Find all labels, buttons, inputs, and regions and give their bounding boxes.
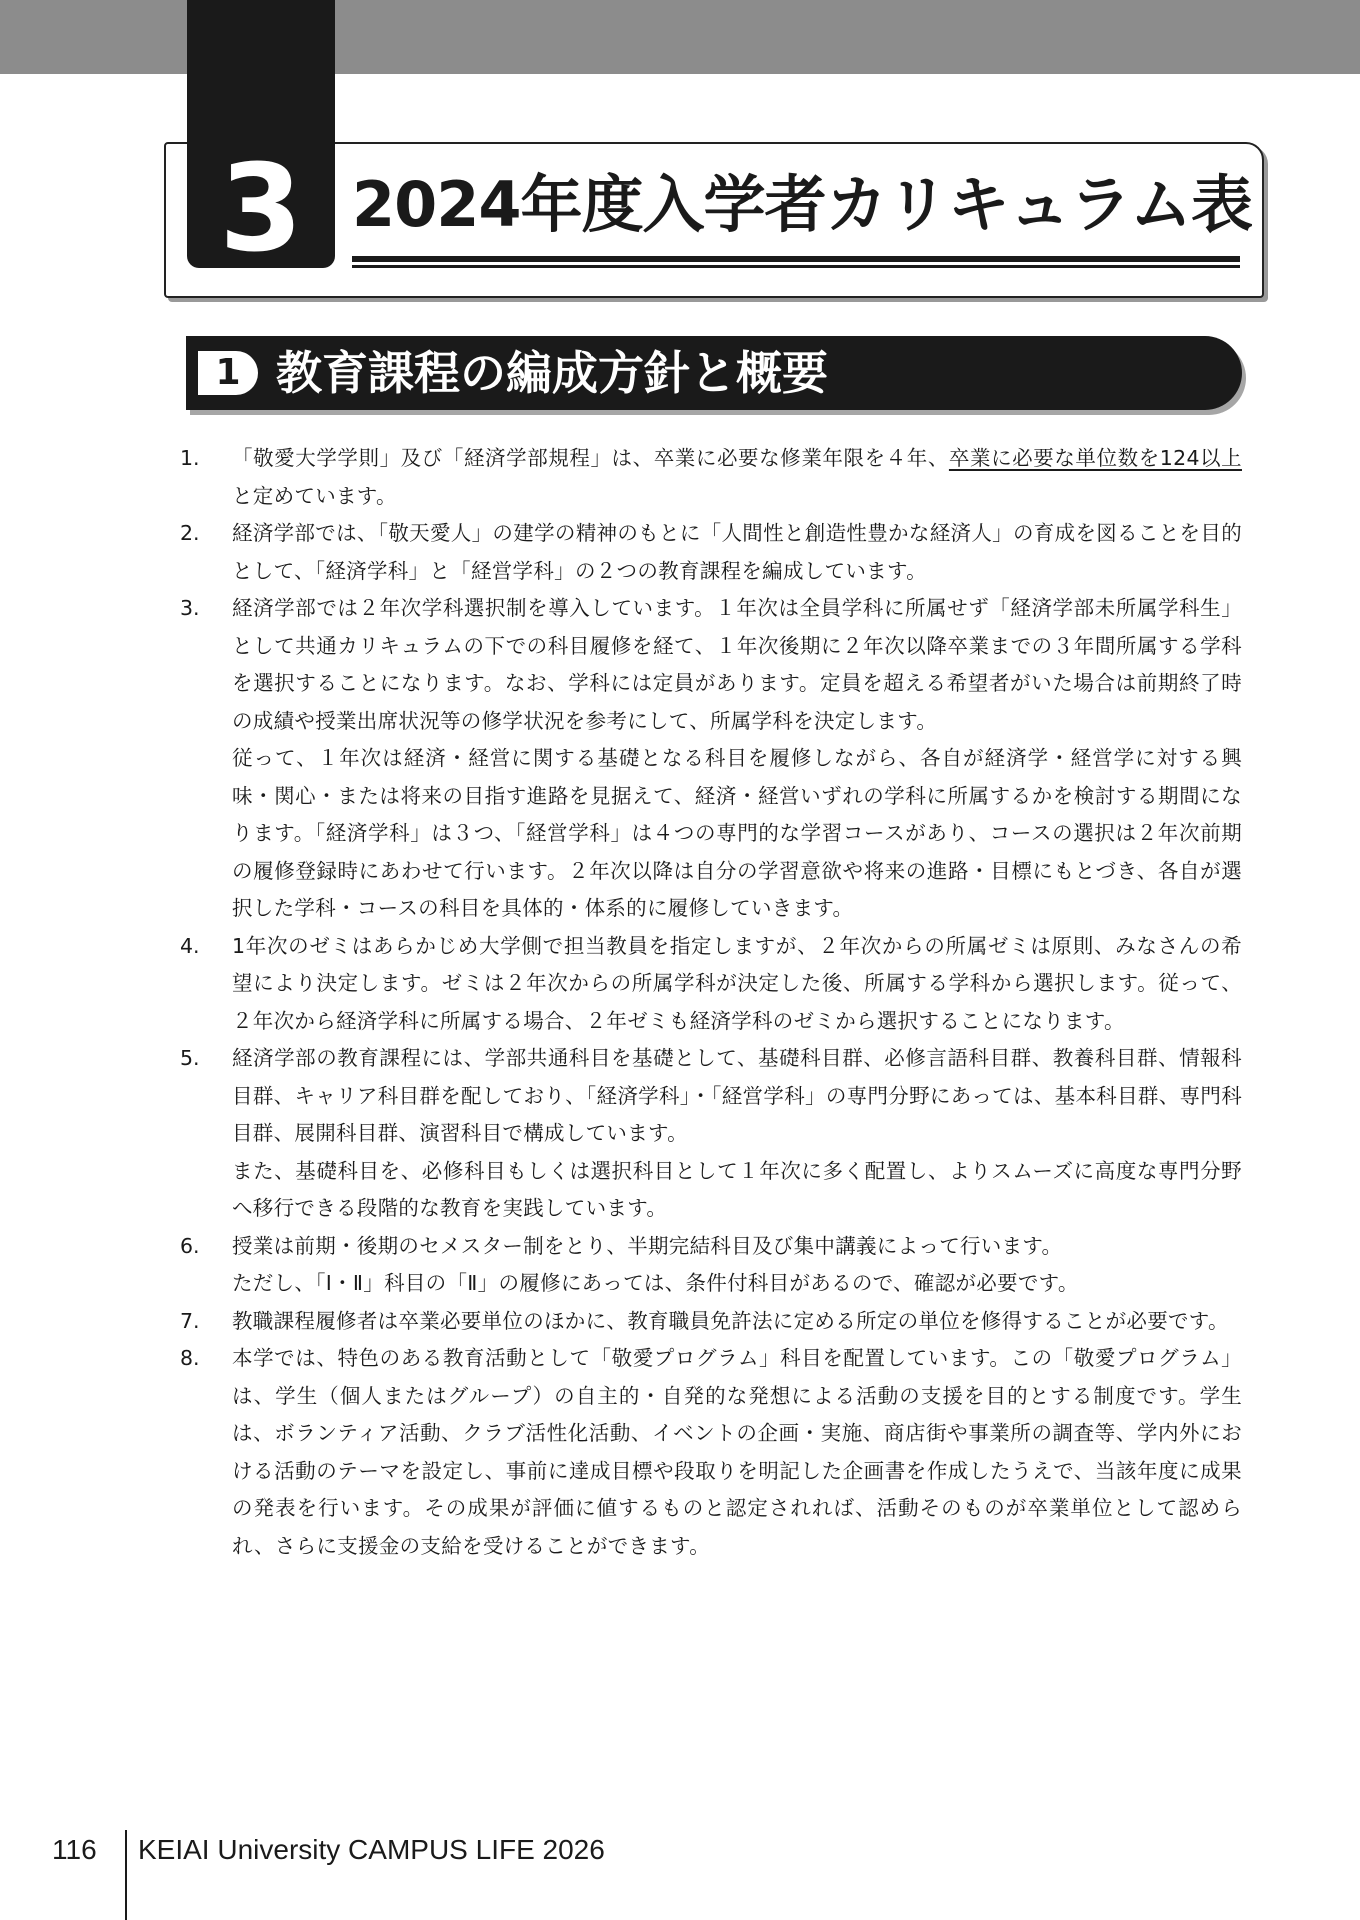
list-item-text xyxy=(232,928,1242,1041)
list-item-number: 1. xyxy=(180,446,200,470)
chapter-number-tab xyxy=(187,0,335,279)
list-item-text xyxy=(232,740,1242,928)
list-item-text xyxy=(232,590,1242,740)
text-run: また、基礎科目を、必修科目もしくは選択科目として１年次に多く配置し、よりスムーズに高度な専門分野へ移行できる段階的な教育を実践しています。 xyxy=(232,1158,1242,1220)
list-item-number: 6. xyxy=(180,1233,200,1258)
list-item-number: 2. xyxy=(180,521,200,545)
text-run: ただし、「Ⅰ・Ⅱ」科目の「Ⅱ」の履修にあっては、条件付科目があるので、確認が必要です。 xyxy=(232,1271,1079,1295)
section-title: 教育課程の編成方針と概要 xyxy=(276,346,828,400)
text-run: と定めています。 xyxy=(232,483,397,508)
text-run: 1年次のゼミはあらかじめ大学側で担当教員を指定しますが、２年次からの所属ゼミは原則、みなさんの希望により決定します。ゼミは２年次からの所属学科が決定した後、所属する学科から選択します。従って、２年次から経済学科に所属する場合、２年ゼミも経済学科のゼミから選択することになります。 xyxy=(232,933,1242,1033)
title-rule xyxy=(352,256,1240,262)
list-item-text xyxy=(232,515,1242,590)
footer-title: KEIAI University CAMPUS LIFE 2026 xyxy=(138,1834,605,1865)
list-item-number: 4. xyxy=(180,933,200,958)
list-item-text xyxy=(232,1040,1242,1153)
page-number: 116 xyxy=(52,1834,97,1865)
text-run: 経済学部では２年次学科選択制を導入しています。１年次は全員学科に所属せず「経済学部未所属学科生」として共通カリキュラムの下での科目履修を経て、１年次後期に２年次以降卒業までの３年間所属する学科を選択することになります。なお、学科には定員があります。定員を超える希望者がいた場合は前期終了時の成績や授業出席状況等の修学状況を参考にして、所属学科を決定します。 xyxy=(232,596,1242,733)
footer-divider xyxy=(125,1830,127,1920)
policy-list xyxy=(180,440,1242,1565)
text-run: 教職課程履修者は卒業必要単位のほかに、教育職員免許法に定める所定の単位を修得することが必要です。 xyxy=(232,1308,1229,1333)
title-rule-thin xyxy=(352,265,1240,268)
list-item-text xyxy=(232,1153,1242,1228)
list-item xyxy=(180,590,1242,928)
list-item xyxy=(180,1228,1242,1303)
list-item-text xyxy=(232,1228,1242,1266)
chapter-title: 2024年度入学者カリキュラム表 xyxy=(352,168,1252,241)
underlined-text: 卒業に必要な単位数を124以上 xyxy=(948,446,1242,470)
list-item-number: 3. xyxy=(180,596,200,620)
text-run: 「敬愛大学学則」及び「経済学部規程」は、卒業に必要な修業年限を４年、 xyxy=(232,446,949,470)
list-item-text xyxy=(232,1303,1242,1341)
list-item-text xyxy=(232,440,1242,515)
list-item-text xyxy=(232,1265,1242,1303)
list-item xyxy=(180,1340,1242,1565)
text-run: 従って、１年次は経済・経営に関する基礎となる科目を履修しながら、各自が経済学・経営学に対する興味・関心・または将来の目指す進路を見据えて、経済・経営いずれの学科に所属するかを検討する期間になります。「経済学科」は３つ、「経営学科」は４つの専門的な学習コースがあり、コースの選択は２年次前期の履修登録時にあわせて行います。２年次以降は自分の学習意欲や将来の進路・目標にもとづき、各自が選択した学科・コースの科目を具体的・体系的に履修していきます。 xyxy=(232,746,1242,920)
list-item xyxy=(180,515,1242,590)
chapter-number: 3 xyxy=(219,140,303,279)
list-item-text xyxy=(232,1340,1242,1565)
text-run: 経済学部の教育課程には、学部共通科目を基礎として、基礎科目群、必修言語科目群、教養科目群、情報科目群、キャリア科目群を配しており、「経済学科」・「経営学科」の専門分野にあっては、基本科目群、専門科目群、展開科目群、演習科目で構成しています。 xyxy=(232,1046,1242,1145)
text-run: 本学では、特色のある教育活動として「敬愛プログラム」科目を配置しています。この「敬愛プログラム」は、学生（個人またはグループ）の自主的・自発的な発想による活動の支援を目的とする制度です。学生は、ボランティア活動、クラブ活性化活動、イベントの企画・実施、商店街や事業所の調査等、学内外における活動のテーマを設定し、事前に達成目標や段取りを明記した企画書を作成したうえで、当該年度に成果の発表を行います。その成果が評価に値するものと認定されれば、活動そのものが卒業単位として認められ、さらに支援金の支給を受けることができます。 xyxy=(232,1346,1242,1558)
text-run: 経済学部では、「敬天愛人」の建学の精神のもとに「人間性と創造性豊かな経済人」の育成を図ることを目的として、「経済学科」と「経営学科」の２つの教育課程を編成しています。 xyxy=(232,521,1242,583)
list-item xyxy=(180,1040,1242,1228)
list-item xyxy=(180,928,1242,1041)
text-run: 授業は前期・後期のセメスター制をとり、半期完結科目及び集中講義によって行います。 xyxy=(232,1233,1063,1258)
list-item xyxy=(180,440,1242,515)
list-item-number: 7. xyxy=(180,1308,200,1333)
list-item-number: 8. xyxy=(180,1346,200,1370)
list-item xyxy=(180,1303,1242,1341)
list-item-number: 5. xyxy=(180,1046,200,1070)
section-number: 1 xyxy=(198,351,258,395)
